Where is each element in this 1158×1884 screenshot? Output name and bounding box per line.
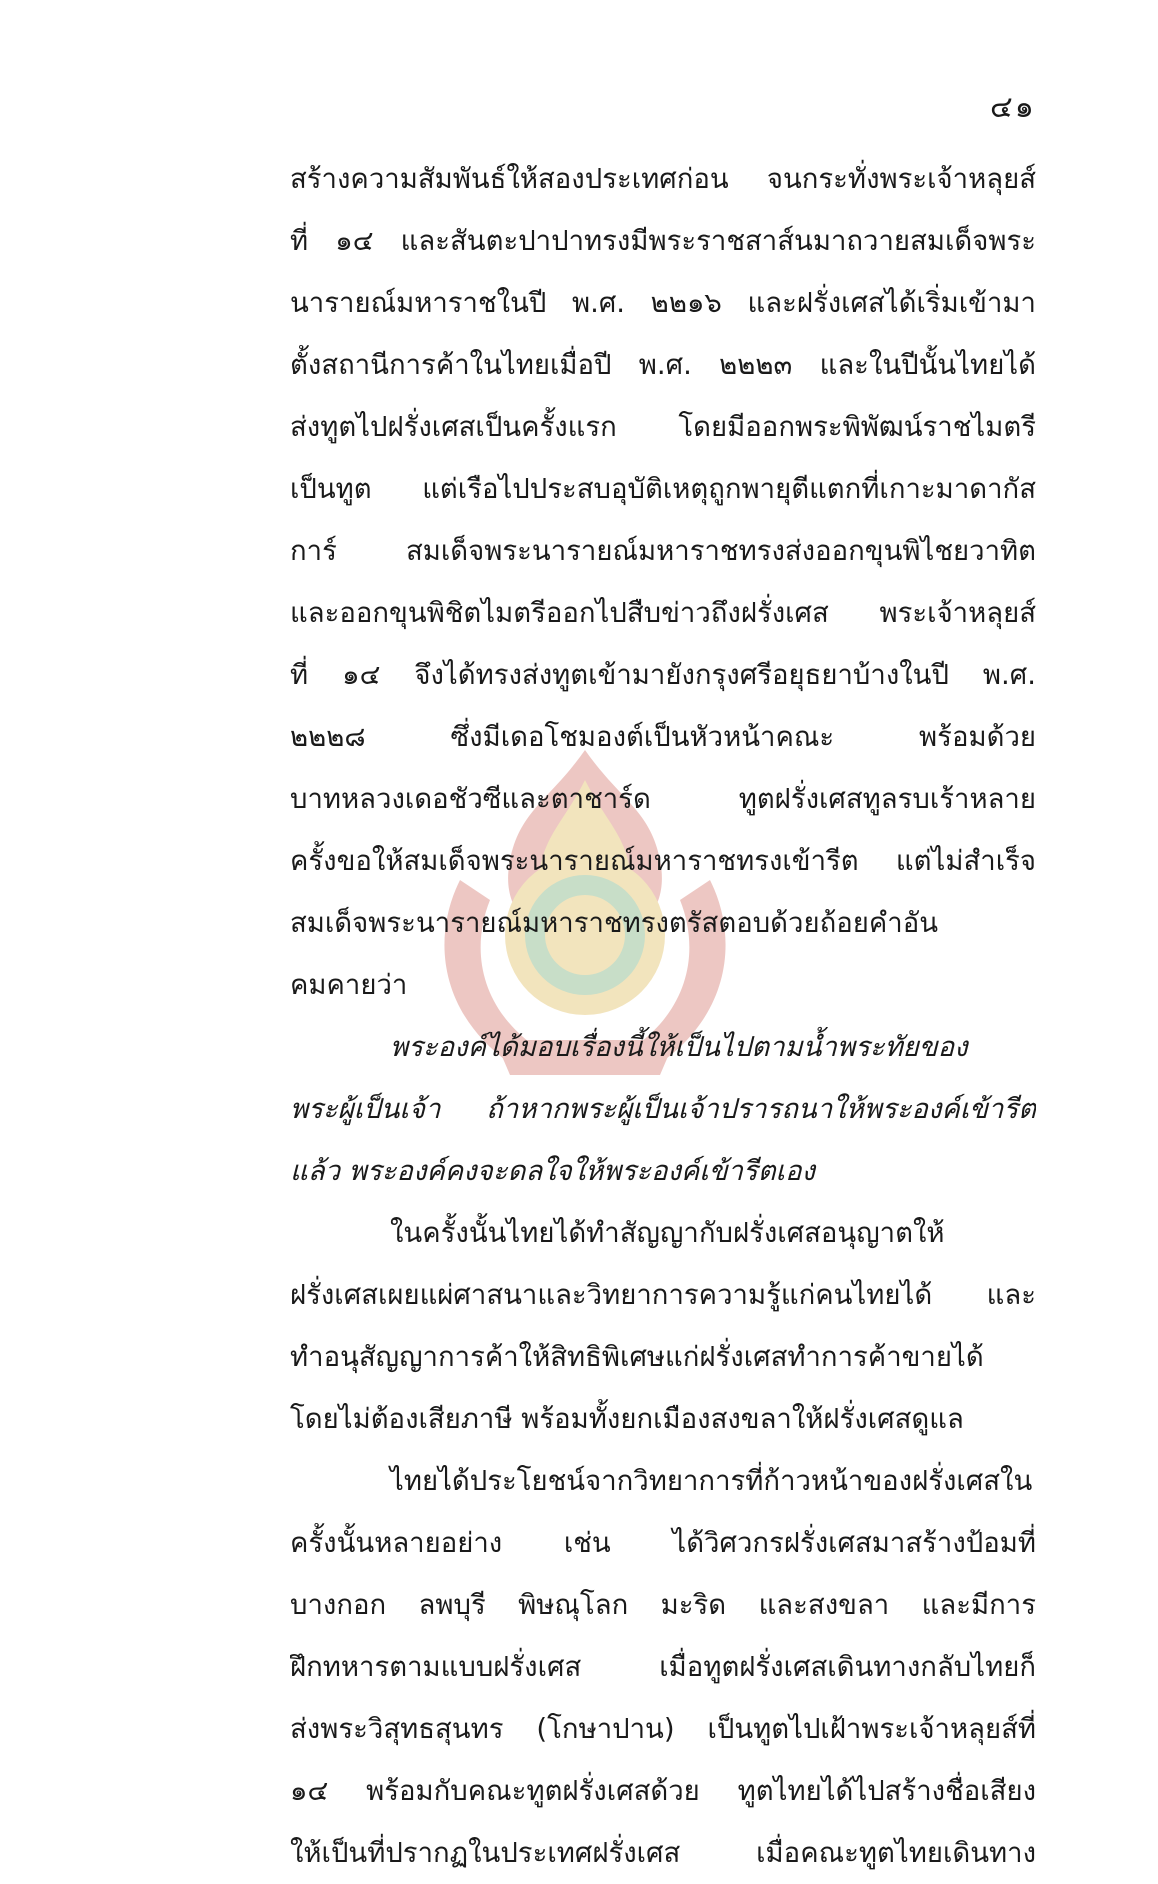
text-line: ส่งทูตไปฝรั่งเศสเป็นครั้งแรก โดยมีออกพระพิพัฒน์ราชไมตรี: [290, 411, 1036, 443]
text-line: ฝรั่งเศสเผยแผ่ศาสนาและวิทยาการความรู้แก่คนไทยได้ และ: [290, 1279, 1036, 1311]
text-line: เป็นทูต แต่เรือไปประสบอุบัติเหตุถูกพายุตีแตกที่เกาะมาดากัส: [290, 473, 1036, 505]
text-line: ไทยได้ประโยชน์จากวิทยาการที่ก้าวหน้าของฝรั่งเศสใน: [390, 1465, 1033, 1497]
text-line: ครั้งนั้นหลายอย่าง เช่น ได้วิศวกรฝรั่งเศสมาสร้างป้อมที่: [290, 1527, 1036, 1559]
text-line: ในครั้งนั้นไทยได้ทำสัญญากับฝรั่งเศสอนุญาตให้: [390, 1217, 945, 1249]
text-line: ให้เป็นที่ปรากฏในประเทศฝรั่งเศส เมื่อคณะทูตไทยเดินทาง: [290, 1837, 1036, 1869]
text-line: สร้างความสัมพันธ์ให้สองประเทศก่อน จนกระทั่งพระเจ้าหลุยส์: [290, 163, 1036, 195]
text-line: ทำอนุสัญญาการค้าให้สิทธิพิเศษแก่ฝรั่งเศสทำการค้าขายได้: [290, 1341, 984, 1373]
quote-line: พระองค์ได้มอบเรื่องนี้ให้เป็นไปตามน้ำพระทัยของ: [390, 1031, 968, 1063]
text-line: บางกอก ลพบุรี พิษณุโลก มะริด และสงขลา และมีการ: [290, 1589, 1036, 1621]
text-line: โดยไม่ต้องเสียภาษี พร้อมทั้งยกเมืองสงขลาให้ฝรั่งเศสดูแล: [290, 1403, 964, 1435]
text-line: ฝึกทหารตามแบบฝรั่งเศส เมื่อทูตฝรั่งเศสเดินทางกลับไทยก็: [290, 1651, 1036, 1683]
text-line: ส่งพระวิสุทธสุนทร (โกษาปาน) เป็นทูตไปเฝ้าพระเจ้าหลุยส์ที่: [290, 1713, 1036, 1745]
text-line: ๑๔ พร้อมกับคณะทูตฝรั่งเศสด้วย ทูตไทยได้ไปสร้างชื่อเสียง: [290, 1775, 1036, 1807]
text-line: ที่ ๑๔ จึงได้ทรงส่งทูตเข้ามายังกรุงศรีอยุธยาบ้างในปี พ.ศ.: [290, 659, 1036, 691]
text-line: นารายณ์มหาราชในปี พ.ศ. ๒๒๑๖ และฝรั่งเศสได้เริ่มเข้ามา: [290, 287, 1036, 319]
text-line: ที่ ๑๔ และสันตะปาปาทรงมีพระราชสาส์นมาถวายสมเด็จพระ: [290, 225, 1036, 257]
page-number: ๔๑: [990, 90, 1036, 125]
quote-line: แล้ว พระองค์คงจะดลใจให้พระองค์เข้ารีตเอง: [290, 1155, 815, 1187]
text-line: ครั้งขอให้สมเด็จพระนารายณ์มหาราชทรงเข้ารีต แต่ไม่สำเร็จ: [290, 845, 1036, 877]
text-line: บาทหลวงเดอชัวซีและตาชาร์ด ทูตฝรั่งเศสทูลรบเร้าหลาย: [290, 783, 1036, 815]
quote-line: พระผู้เป็นเจ้า ถ้าหากพระผู้เป็นเจ้าปรารถนาให้พระองค์เข้ารีต: [290, 1093, 1036, 1125]
document-body: [290, 148, 1036, 1884]
text-line: คมคายว่า: [290, 969, 408, 1001]
text-line: ๒๒๒๘ ซึ่งมีเดอโชมองต์เป็นหัวหน้าคณะ พร้อมด้วย: [290, 721, 1036, 753]
text-line: การ์ สมเด็จพระนารายณ์มหาราชทรงส่งออกขุนพิไชยวาทิต: [290, 535, 1036, 567]
text-line: สมเด็จพระนารายณ์มหาราชทรงตรัสตอบด้วยถ้อยคำอัน: [290, 907, 939, 939]
text-line: ตั้งสถานีการค้าในไทยเมื่อปี พ.ศ. ๒๒๒๓ และในปีนั้นไทยได้: [290, 349, 1036, 381]
text-line: และออกขุนพิชิตไมตรีออกไปสืบข่าวถึงฝรั่งเศส พระเจ้าหลุยส์: [290, 597, 1036, 629]
